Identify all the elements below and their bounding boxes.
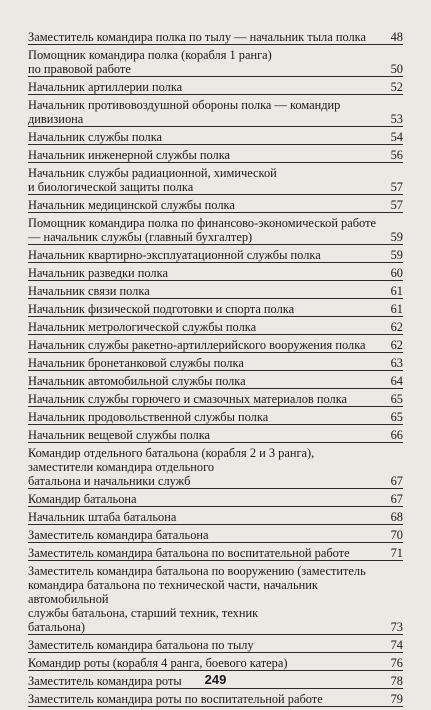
toc-entry-page: 57 [390, 198, 403, 212]
toc-entry-page: 64 [390, 374, 403, 388]
toc-entry [28, 446, 403, 489]
toc-entry-title: Заместитель командира батальона по вооружению (заместитель командира батальона по технической части, начальник автомобильной службы батальона, старший техник, техник батальона) [28, 564, 366, 634]
toc-entry-page: 79 [390, 692, 403, 706]
toc-entry-title: Начальник метрологической службы полка [28, 320, 257, 334]
toc-entry [28, 528, 403, 543]
toc-entry-page: 67 [390, 492, 403, 506]
toc-entry-page: 68 [390, 510, 403, 524]
toc-entry [28, 374, 403, 389]
toc-entry-page: 54 [390, 130, 403, 144]
toc-entry-title: Начальник продовольственной службы полка [28, 410, 269, 424]
toc-entry-page: 63 [390, 356, 403, 370]
toc-entry [28, 564, 403, 635]
toc-entry-title: Заместитель командира батальона по тылу [28, 638, 254, 652]
toc-entry-title: Начальник разведки полка [28, 266, 168, 280]
toc-entry-title: Помощник командира полка по финансово-экономической работе — начальник службы (главный бухгалтер) [28, 216, 376, 244]
toc-entry [28, 148, 403, 163]
toc-entry-title: Заместитель командира батальона [28, 528, 209, 542]
toc-entry-title: Начальник службы ракетно-артиллерийского вооружения полка [28, 338, 366, 352]
toc-entry-title: Заместитель командира роты по воспитательной работе [28, 692, 323, 706]
toc-entry-title: Помощник командира полка (корабля 1 ранга) по правовой работе [28, 48, 272, 76]
toc-entry [28, 284, 403, 299]
toc-entry-page: 73 [390, 620, 403, 634]
toc-entry [28, 48, 403, 77]
toc-entry [28, 216, 403, 245]
toc-entry-title: Начальник службы полка [28, 130, 163, 144]
toc-entry [28, 638, 403, 653]
toc-entry-page: 70 [390, 528, 403, 542]
toc-entry-title: Начальник физической подготовки и спорта полка [28, 302, 295, 316]
toc-entry-page: 59 [390, 248, 403, 262]
toc-entry [28, 302, 403, 317]
toc-entry-page: 74 [390, 638, 403, 652]
toc-entry [28, 392, 403, 407]
toc-entry [28, 320, 403, 335]
toc-entry [28, 510, 403, 525]
toc-entry-page: 56 [390, 148, 403, 162]
toc-entry-page: 78 [390, 674, 403, 688]
toc-entry-title: Заместитель командира роты [28, 674, 182, 688]
toc-entry-page: 52 [390, 80, 403, 94]
toc-entry [28, 166, 403, 195]
toc-entry-title: Заместитель командира полка по тылу — начальник тыла полка [28, 30, 367, 44]
toc-entry [28, 30, 403, 45]
toc-entry-page: 62 [390, 320, 403, 334]
toc-entry [28, 656, 403, 671]
toc-entry-page: 59 [390, 230, 403, 244]
toc-entry-title: Начальник штаба батальона [28, 510, 177, 524]
toc-entry [28, 338, 403, 353]
toc-entry-page: 67 [390, 474, 403, 488]
page-number: 249 [204, 672, 227, 687]
toc-entry [28, 198, 403, 213]
toc-entry [28, 356, 403, 371]
toc-entry-title: Начальник медицинской службы полка [28, 198, 235, 212]
toc-entry-page: 61 [390, 284, 403, 298]
toc-entry-page: 76 [390, 656, 403, 670]
toc-entry [28, 266, 403, 281]
toc-entry-title: Начальник бронетанковой службы полка [28, 356, 244, 370]
toc-entry-title: Начальник службы горючего и смазочных материалов полка [28, 392, 348, 406]
toc-entry-title: Начальник противовоздушной обороны полка — командир дивизиона [28, 98, 341, 126]
toc-entry-title: Начальник квартирно-эксплуатационной службы полка [28, 248, 321, 262]
toc-entry-title: Командир роты (корабля 4 ранга, боевого катера) [28, 656, 288, 670]
toc-entry-page: 57 [390, 180, 403, 194]
toc-entry-title: Командир отдельного батальона (корабля 2 и 3 ранга), заместители командира отдельного батальона и начальники служб [28, 446, 315, 488]
toc-entry-title: Начальник артиллерии полка [28, 80, 183, 94]
toc-entry-title: Начальник вещевой службы полка [28, 428, 211, 442]
toc-entry-title: Начальник автомобильной службы полка [28, 374, 246, 388]
toc-entry-title: Начальник связи полка [28, 284, 150, 298]
toc-entry-page: 66 [390, 428, 403, 442]
toc-entry-page: 65 [390, 410, 403, 424]
toc-entry-page: 62 [390, 338, 403, 352]
toc-entry [28, 410, 403, 425]
toc-entry [28, 80, 403, 95]
table-of-contents [28, 30, 403, 710]
toc-entry-page: 50 [390, 62, 403, 76]
toc-entry-page: 53 [390, 112, 403, 126]
toc-entry [28, 492, 403, 507]
toc-entry [28, 98, 403, 127]
toc-entry-page: 65 [390, 392, 403, 406]
toc-entry-title: Заместитель командира батальона по воспитательной работе [28, 546, 350, 560]
toc-entry-page: 60 [390, 266, 403, 280]
toc-entry [28, 546, 403, 561]
toc-entry-title: Начальник инженерной службы полка [28, 148, 231, 162]
toc-entry-page: 71 [390, 546, 403, 560]
toc-entry-title: Начальник службы радиационной, химической и биологической защиты полка [28, 166, 277, 194]
toc-entry [28, 130, 403, 145]
toc-entry [28, 248, 403, 263]
toc-entry-page: 61 [390, 302, 403, 316]
toc-entry-page: 48 [390, 30, 403, 44]
toc-entry-title: Командир батальона [28, 492, 137, 506]
toc-entry [28, 428, 403, 443]
